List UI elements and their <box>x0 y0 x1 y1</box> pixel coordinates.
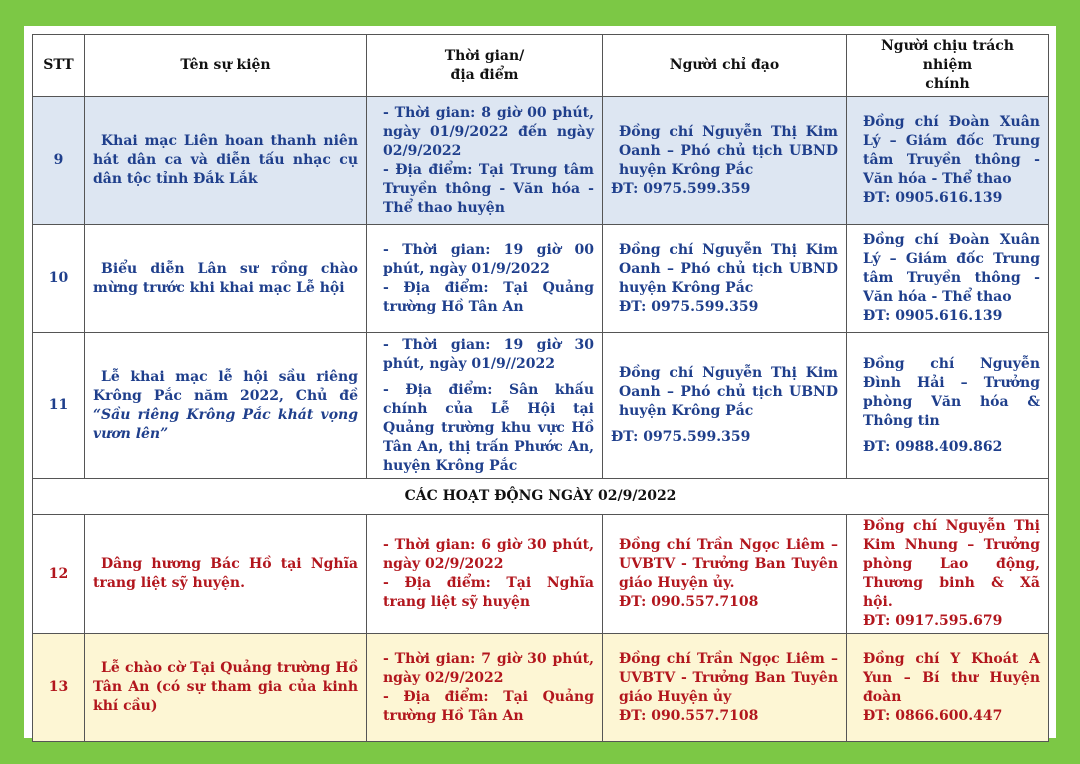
row-time-place <box>367 515 603 634</box>
row-event-text: Lễ chào cờ Tại Quảng trường Hồ Tân An (có sự tham gia của kinh khí cầu) <box>93 660 358 714</box>
table-row <box>33 225 1049 333</box>
table-row <box>33 97 1049 225</box>
header-responsible <box>847 35 1049 97</box>
row-place: - Địa điểm: Tại Nghĩa trang liệt sỹ huyện <box>383 575 594 610</box>
table-row <box>33 634 1049 742</box>
row-event-text: Biểu diễn Lân sư rồng chào mừng trước khi khai mạc Lễ hội <box>93 260 358 296</box>
row-responsible-phone: ĐT: 0905.616.139 <box>863 190 1003 206</box>
row-director-phone: ĐT: 090.557.7108 <box>619 594 759 610</box>
row-place: - Địa điểm: Sân khấu chính của Lễ Hội tại Quảng trường khu vực Hồ Tân An, thị trấn Phước An, huyện Krông Pắc <box>383 381 594 474</box>
row-responsible <box>847 225 1049 333</box>
header-time-place-line2: địa điểm <box>450 66 519 83</box>
row-event <box>85 634 367 742</box>
row-event <box>85 225 367 333</box>
header-responsible-line1: Người chịu trách nhiệm <box>881 38 1014 73</box>
row-director-name: Đồng chí Trần Ngọc Liêm – UVBTV - Trưởng Ban Tuyên giáo Huyện ủy. <box>619 537 838 591</box>
row-director-name: Đồng chí Trần Ngọc Liêm – UVBTV - Trưởng Ban Tuyên giáo Huyện ủy <box>619 650 838 705</box>
row-event <box>85 515 367 634</box>
row-event-text: Lễ khai mạc lễ hội sầu riêng Krông Pắc năm 2022, Chủ đề <box>93 368 358 404</box>
row-time-place <box>367 333 603 479</box>
header-event: Tên sự kiện <box>85 35 367 97</box>
row-director <box>603 515 847 634</box>
row-time-place <box>367 97 603 225</box>
row-director <box>603 333 847 479</box>
row-responsible-name: Đồng chí Nguyễn Đình Hải – Trưởng phòng Văn hóa & Thông tin <box>863 355 1040 429</box>
header-time-place <box>367 35 603 97</box>
row-place: - Địa điểm: Tại Trung tâm Truyền thông - Văn hóa - Thể thao huyện <box>383 161 594 216</box>
row-stt: 9 <box>33 97 85 225</box>
event-schedule-table <box>32 34 1049 742</box>
row-event <box>85 333 367 479</box>
row-event-theme: “Sầu riêng Krông Pắc khát vọng vươn lên” <box>93 406 358 442</box>
row-responsible-name: Đồng chí Đoàn Xuân Lý – Giám đốc Trung tâm Truyền thông - Văn hóa - Thể thao <box>863 114 1040 187</box>
document-sheet <box>24 26 1056 738</box>
row-event-text: Khai mạc Liên hoan thanh niên hát dân ca và diễn tấu nhạc cụ dân tộc tỉnh Đắk Lắk <box>93 133 358 187</box>
header-stt: STT <box>33 35 85 97</box>
row-place: - Địa điểm: Tại Quảng trường Hồ Tân An <box>383 279 594 315</box>
header-time-place-line1: Thời gian/ <box>444 47 525 64</box>
row-responsible-phone: ĐT: 0917.595.679 <box>863 613 1003 629</box>
row-time: - Thời gian: 8 giờ 00 phút, ngày 01/9/2022 đến ngày 02/9/2022 <box>383 104 594 159</box>
row-responsible <box>847 97 1049 225</box>
row-stt: 11 <box>33 333 85 479</box>
row-responsible-phone: ĐT: 0866.600.447 <box>863 707 1003 724</box>
header-director: Người chỉ đạo <box>603 35 847 97</box>
row-time-place <box>367 634 603 742</box>
table-row <box>33 515 1049 634</box>
row-time: - Thời gian: 7 giờ 30 phút, ngày 02/9/2022 <box>383 650 594 686</box>
row-director-phone: ĐT: 090.557.7108 <box>619 707 759 724</box>
row-time-place <box>367 225 603 333</box>
row-responsible <box>847 634 1049 742</box>
row-director-phone: ĐT: 0975.599.359 <box>611 180 751 197</box>
row-director <box>603 225 847 333</box>
table-header-row <box>33 35 1049 97</box>
row-time: - Thời gian: 19 giờ 30 phút, ngày 01/9//2022 <box>383 336 594 372</box>
header-responsible-line2: chính <box>925 76 970 92</box>
row-director-phone: ĐT: 0975.599.359 <box>619 298 759 315</box>
row-event-text: Dâng hương Bác Hồ tại Nghĩa trang liệt sỹ huyện. <box>93 556 358 591</box>
row-director-name: Đồng chí Nguyễn Thị Kim Oanh – Phó chủ tịch UBND huyện Krông Pắc <box>619 241 838 296</box>
row-responsible-name: Đồng chí Y Khoát A Yun – Bí thư Huyện đoàn <box>863 650 1040 705</box>
row-time: - Thời gian: 19 giờ 00 phút, ngày 01/9/2022 <box>383 241 594 277</box>
row-stt: 12 <box>33 515 85 634</box>
row-responsible-name: Đồng chí Nguyễn Thị Kim Nhung – Trưởng phòng Lao động, Thương binh & Xã hội. <box>863 518 1040 610</box>
row-responsible-name: Đồng chí Đoàn Xuân Lý – Giám đốc Trung tâm Truyền thông - Văn hóa - Thể thao <box>863 232 1040 305</box>
table-row <box>33 333 1049 479</box>
row-director-name: Đồng chí Nguyễn Thị Kim Oanh – Phó chủ tịch UBND huyện Krông Pắc <box>619 365 838 419</box>
row-stt: 13 <box>33 634 85 742</box>
row-stt: 10 <box>33 225 85 333</box>
row-director <box>603 634 847 742</box>
row-place: - Địa điểm: Tại Quảng trường Hồ Tân An <box>383 688 594 724</box>
row-responsible <box>847 515 1049 634</box>
row-time: - Thời gian: 6 giờ 30 phút, ngày 02/9/2022 <box>383 537 594 572</box>
row-responsible-phone: ĐT: 0988.409.862 <box>863 438 1003 455</box>
row-responsible <box>847 333 1049 479</box>
row-director <box>603 97 847 225</box>
section-title: CÁC HOẠT ĐỘNG NGÀY 02/9/2022 <box>33 479 1049 515</box>
row-responsible-phone: ĐT: 0905.616.139 <box>863 308 1003 324</box>
row-director-phone: ĐT: 0975.599.359 <box>611 429 751 445</box>
row-event <box>85 97 367 225</box>
row-director-name: Đồng chí Nguyễn Thị Kim Oanh – Phó chủ tịch UBND huyện Krông Pắc <box>619 123 838 178</box>
section-row <box>33 479 1049 515</box>
